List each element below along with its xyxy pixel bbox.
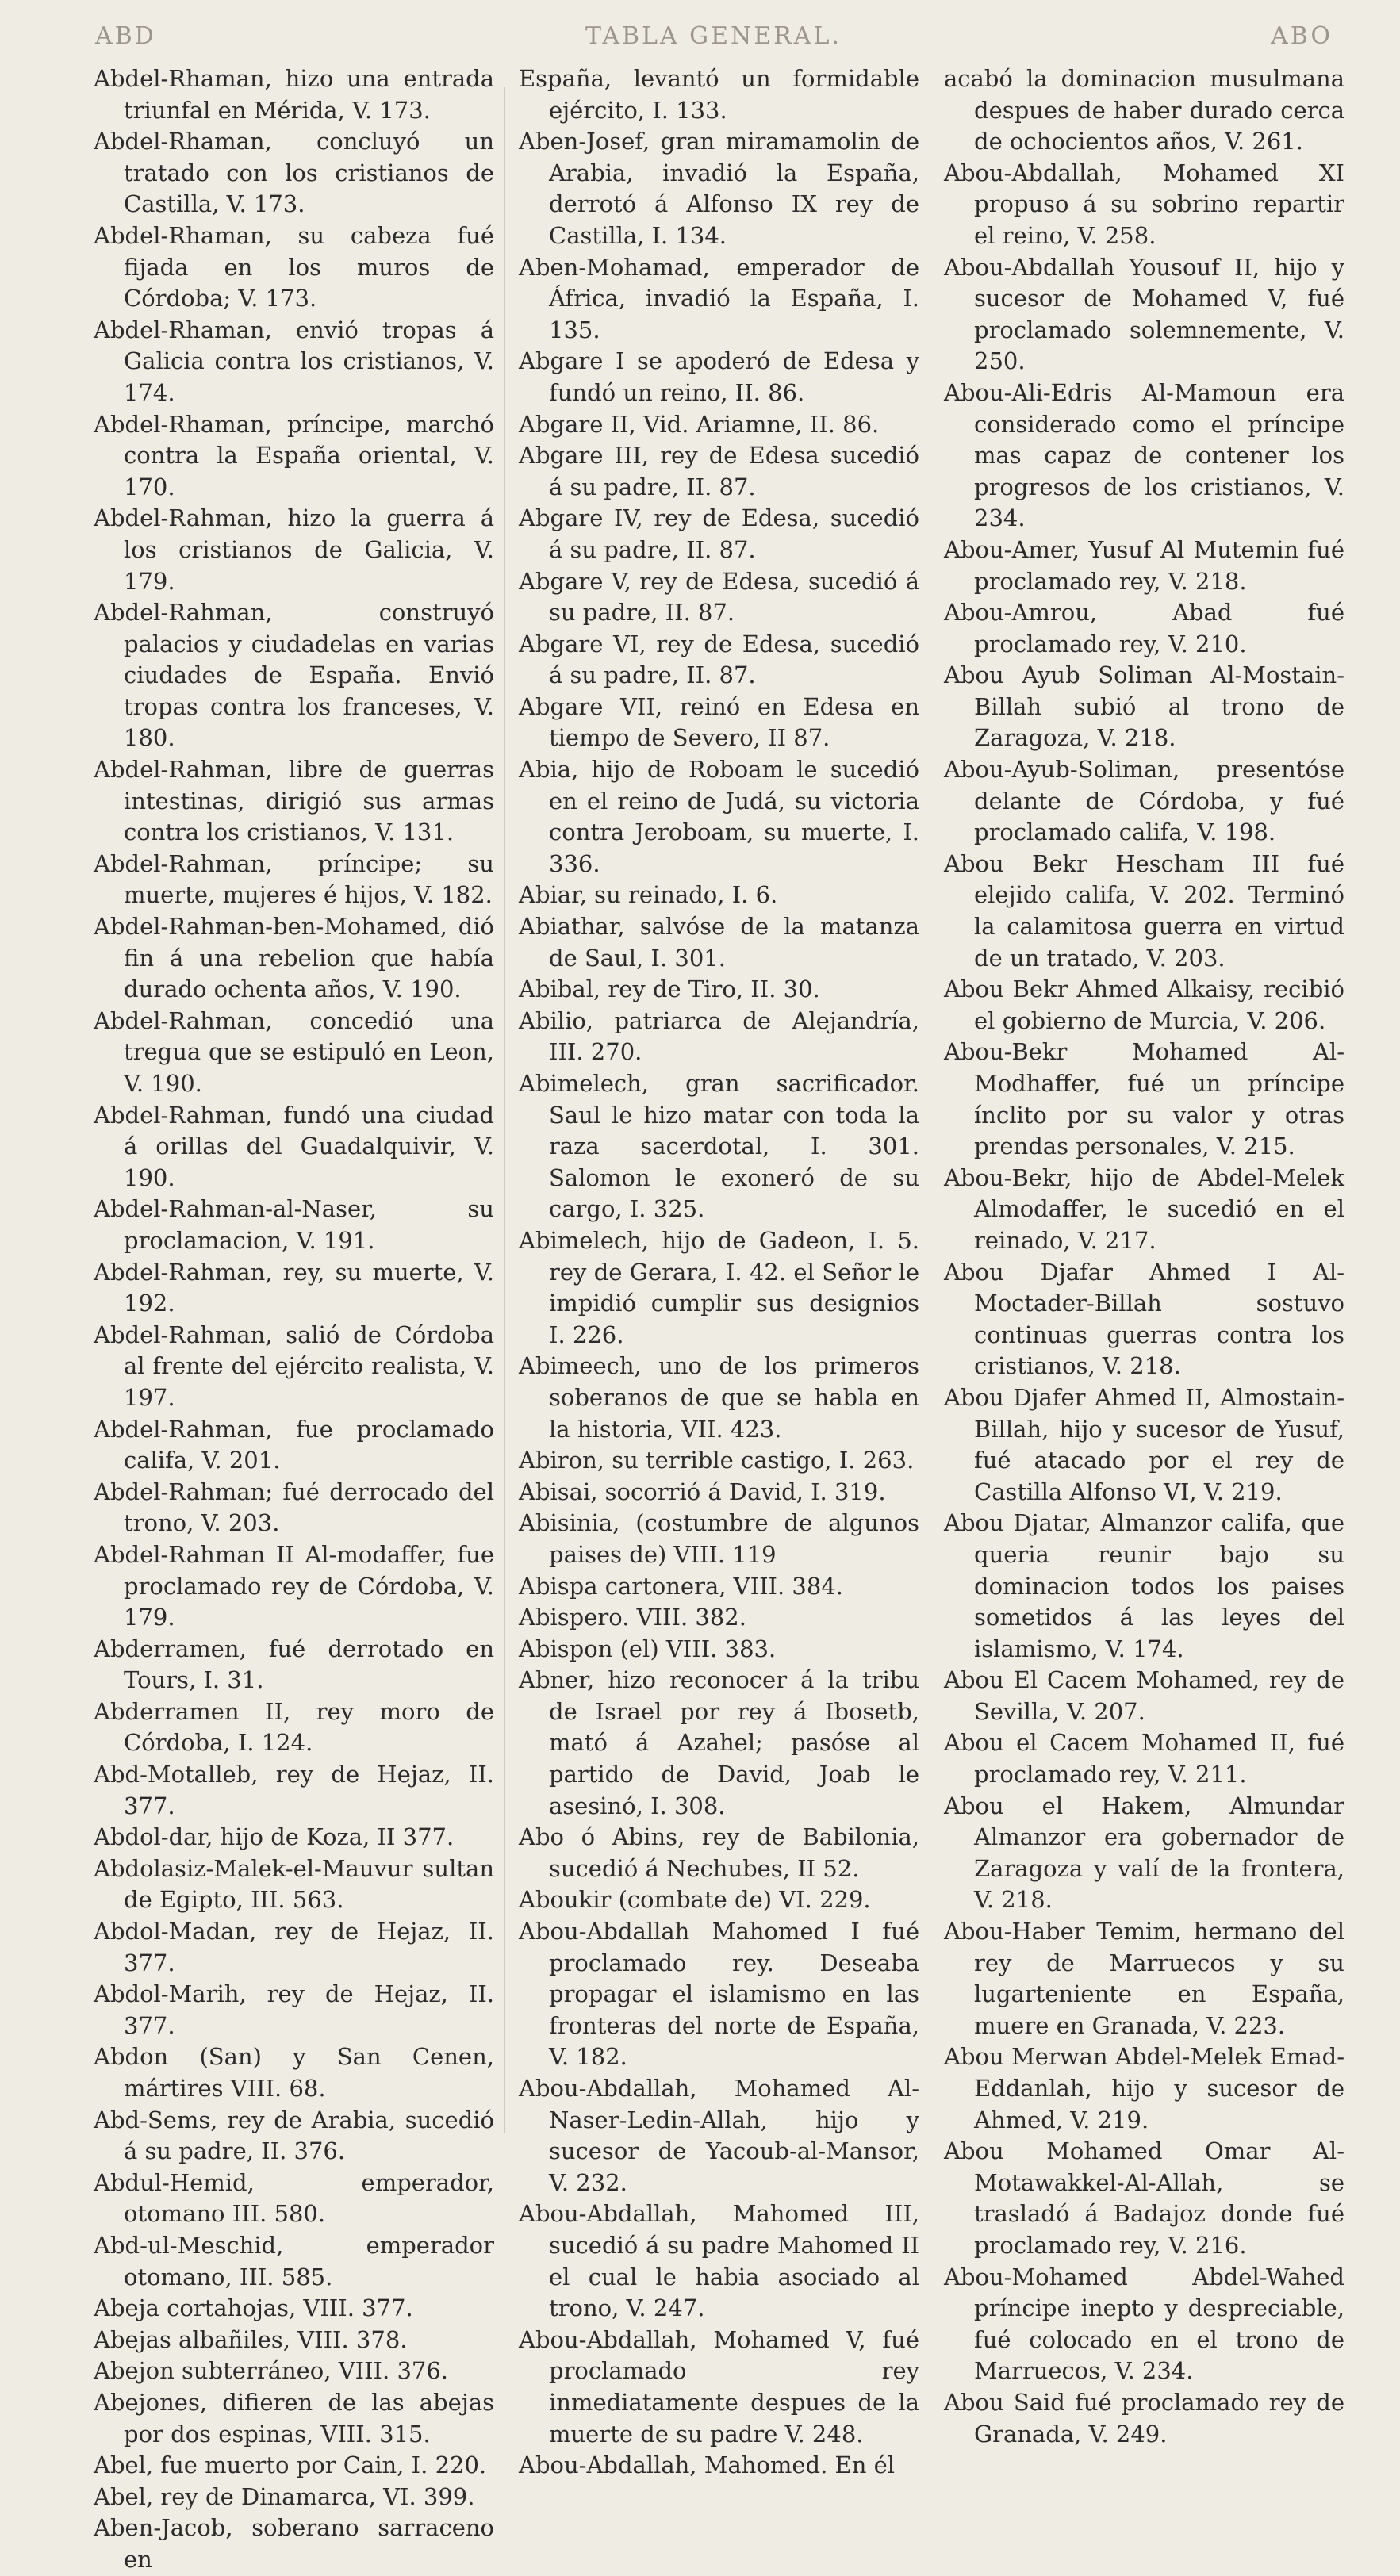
- index-entry: Abdol-Marih, rey de Hejaz, II. 377.: [94, 1980, 494, 2039]
- index-entry: Abd-Sems, rey de Arabia, sucedió á su padre, II. 376.: [94, 2106, 494, 2165]
- index-entry: Abibal, rey de Tiro, II. 30.: [519, 976, 820, 1003]
- index-entry: Abou-Ali-Edris Al-Mamoun era considerado como el príncipe mas capaz de contener los progresos de los cristianos, V. 234.: [944, 378, 1344, 532]
- index-entry: Abdol-dar, hijo de Koza, II 377.: [94, 1823, 455, 1851]
- index-entry: Abou El Cacem Mohamed, rey de Sevilla, V. 207.: [944, 1666, 1344, 1725]
- index-entry: Abou-Abdallah Yousouf II, hijo y sucesor de Mohamed V, fué proclamado solemnemente, V. 250.: [944, 253, 1344, 375]
- index-entry: Abdel-Rahman, hizo la guerra á los cristianos de Galicia, V. 179.: [94, 504, 494, 595]
- index-entry: Abd-Motalleb, rey de Hejaz, II. 377.: [94, 1761, 494, 1819]
- index-entry: Abd-ul-Meschid, emperador otomano, III. 585.: [94, 2231, 494, 2290]
- column-middle: [519, 63, 919, 2479]
- index-entry: Abiathar, salvóse de la matanza de Saul, I. 301.: [519, 913, 919, 972]
- index-entry: Abdul-Hemid, emperador, otomano III. 580.: [94, 2168, 494, 2228]
- index-entry: Abdolasiz-Malek-el-Mauvur sultan de Egipto, III. 563.: [94, 1854, 494, 1914]
- index-entry: Abou-Bekr, hijo de Abdel-Melek Almodaffer, le sucedió en el reinado, V. 217.: [944, 1163, 1344, 1254]
- index-entry: Abiron, su terrible castigo, I. 263.: [519, 1447, 915, 1474]
- index-entry: Abgare I se apoderó de Edesa y fundó un reino, II. 86.: [519, 347, 919, 406]
- index-entry: Abou Mohamed Omar Al-Motawakkel-Al-Allah, se trasladó á Badajoz donde fué proclamado rey, V. 216.: [944, 2137, 1344, 2259]
- index-entry: Abisai, socorrió á David, I. 319.: [519, 1478, 886, 1505]
- index-entry: Abimeech, uno de los primeros soberanos de que se habla en la historia, VII. 423.: [519, 1352, 919, 1443]
- index-entry: Abimelech, hijo de Gadeon, I. 5. rey de Gerara, I. 42. el Señor le impidió cumplir sus designios I. 226.: [519, 1226, 919, 1348]
- index-entry: Abgare V, rey de Edesa, sucedió á su padre, II. 87.: [519, 567, 919, 627]
- index-entry: Abgare VII, reinó en Edesa en tiempo de Severo, II 87.: [519, 692, 919, 752]
- index-entry: Abou Ayub Soliman Al-Mostain-Billah subió al trono de Zaragoza, V. 218.: [944, 661, 1344, 752]
- index-entry: Abimelech, gran sacrificador. Saul le hizo matar con toda la raza sacerdotal, I. 301. Salomon le exoneró de su cargo, I. 325.: [519, 1070, 919, 1223]
- index-entry: Abia, hijo de Roboam le sucedió en el reino de Judá, su victoria contra Jeroboam, su muerte, I. 336.: [519, 756, 919, 877]
- column-right: [944, 63, 1344, 2448]
- index-entry: Abou Said fué proclamado rey de Granada, V. 249.: [944, 2388, 1344, 2448]
- index-entry: Abdel-Rahman, príncipe; su muerte, mujeres é hijos, V. 182.: [94, 849, 494, 909]
- index-entry: Abdel-Rahman, libre de guerras intestinas, dirigió sus armas contra los cristianos, V. 131.: [94, 756, 494, 846]
- index-entry: Abgare VI, rey de Edesa, sucedió á su padre, II. 87.: [519, 630, 919, 689]
- index-entry: Abeja cortahojas, VIII. 377.: [94, 2294, 413, 2322]
- index-entry: Abdol-Madan, rey de Hejaz, II. 377.: [94, 1918, 494, 1976]
- header-right: ABO: [1271, 21, 1333, 50]
- index-entry: Abel, rey de Dinamarca, VI. 399.: [94, 2482, 475, 2510]
- index-entry: Abou Djafar Ahmed I Al-Moctader-Billah sostuvo continuas guerras contra los cristianos, V. 218.: [944, 1258, 1344, 1380]
- index-entry: Aben-Josef, gran miramamolin de Arabia, invadió la España, derrotó á Alfonso IX rey de Castilla, I. 134.: [519, 128, 919, 249]
- index-entry: Aben-Mohamad, emperador de África, invadió la España, I. 135.: [519, 253, 919, 343]
- index-entry: Abdel-Rhaman, príncipe, marchó contra la España oriental, V. 170.: [94, 410, 494, 500]
- index-entry: Abispa cartonera, VIII. 384.: [519, 1572, 843, 1600]
- index-entry: Abiar, su reinado, I. 6.: [519, 881, 778, 909]
- index-entry: Abdon (San) y San Cenen, mártires VIII. 68.: [94, 2043, 494, 2102]
- index-entry: Abou-Abdallah Mahomed I fué proclamado rey. Deseaba propagar el islamismo en las fronteras del norte de España, V. 182.: [519, 1918, 919, 2071]
- index-entry: Abou el Cacem Mohamed II, fué proclamado rey, V. 211.: [944, 1729, 1344, 1788]
- index-entry: Abou Djatar, Almanzor califa, que queria reunir bajo su dominacion todos los paises sometidos á las leyes del islamismo, V. 174.: [944, 1509, 1344, 1662]
- index-entry: Abo ó Abins, rey de Babilonia, sucedió á Nechubes, II 52.: [519, 1823, 919, 1882]
- index-entry: Abdel-Rahman-ben-Mohamed, dió fin á una rebelion que había durado ochenta años, V. 190.: [94, 913, 494, 1003]
- header-center: TABLA GENERAL.: [585, 21, 842, 50]
- index-entry: Abou Djafer Ahmed II, Almostain-Billah, hijo y sucesor de Yusuf, fué atacado por el rey de Castilla Alfonso VI, V. 219.: [944, 1383, 1344, 1505]
- index-entry: Abou-Abdallah, Mahomed III, sucedió á su padre Mahomed II el cual le habia asociado al trono, V. 247.: [519, 2200, 919, 2322]
- index-entry: Abejones, difieren de las abejas por dos espinas, VIII. 315.: [94, 2388, 494, 2448]
- index-entry: Abgare IV, rey de Edesa, sucedió á su padre, II. 87.: [519, 504, 919, 563]
- index-entry: Abgare II, Vid. Ariamne, II. 86.: [519, 410, 880, 438]
- index-entry: Abdel-Rhaman, envió tropas á Galicia contra los cristianos, V. 174.: [94, 316, 494, 406]
- index-entry: Abou-Ayub-Soliman, presentóse delante de Córdoba, y fué proclamado califa, V. 198.: [944, 756, 1344, 846]
- index-entry: acabó la dominacion musulmana despues de haber durado cerca de ochocientos años, V. 261.: [944, 65, 1344, 155]
- index-entry: Abdel-Rahman, construyó palacios y ciudadelas en varias ciudades de España. Envió tropas contra los franceses, V. 180.: [94, 599, 494, 752]
- index-entry: Abou-Haber Temim, hermano del rey de Marruecos y su lugarteniente en España, muere en Granada, V. 223.: [944, 1918, 1344, 2039]
- index-entry: Abdel-Rahman, fue proclamado califa, V. 201.: [94, 1415, 494, 1474]
- index-entry: Abdel-Rhaman, concluyó un tratado con los cristianos de Castilla, V. 173.: [94, 128, 494, 218]
- index-entry: Abel, fue muerto por Cain, I. 220.: [94, 2451, 487, 2479]
- index-entry: Abou-Mohamed Abdel-Wahed príncipe inepto y despreciable, fué colocado en el trono de Marruecos, V. 234.: [944, 2263, 1344, 2385]
- index-entry: Abdel-Rahman-al-Naser, su proclamacion, V. 191.: [94, 1195, 494, 1254]
- index-entry: Abdel-Rahman, fundó una ciudad á orillas del Guadalquivir, V. 190.: [94, 1101, 494, 1191]
- index-entry: Abdel-Rhaman, su cabeza fué fijada en los muros de Córdoba; V. 173.: [94, 221, 494, 312]
- running-header: [95, 16, 1333, 56]
- column-divider: [504, 87, 505, 2133]
- index-entry: Abou-Abdallah, Mahomed. En él: [519, 2451, 896, 2479]
- index-entry: Abispon (el) VIII. 383.: [519, 1635, 777, 1662]
- header-left: ABD: [95, 21, 156, 50]
- index-entry: Abou-Amrou, Abad fué proclamado rey, V. 210.: [944, 599, 1344, 657]
- index-entry: Abdel-Rahman, rey, su muerte, V. 192.: [94, 1258, 494, 1317]
- index-entry: Abou-Abdallah, Mohamed XI propuso á su sobrino repartir el reino, V. 258.: [944, 159, 1344, 249]
- index-entry: Abdel-Rahman, concedió una tregua que se estipuló en Leon, V. 190.: [94, 1006, 494, 1097]
- index-entry: Abou Bekr Hescham III fué elejido califa, V. 202. Terminó la calamitosa guerra en virtud de un tratado, V. 203.: [944, 849, 1344, 972]
- index-entry: Abdel-Rahman, salió de Córdoba al frente del ejército realista, V. 197.: [94, 1321, 494, 1411]
- index-entry: Abou el Hakem, Almundar Almanzor era gobernador de Zaragoza y valí de la frontera, V. 218.: [944, 1792, 1344, 1914]
- index-entry: Abejas albañiles, VIII. 378.: [94, 2325, 408, 2353]
- index-entry: Abou Bekr Ahmed Alkaisy, recibió el gobierno de Murcia, V. 206.: [944, 976, 1344, 1034]
- index-entry: Abdel-Rahman; fué derrocado del trono, V. 203.: [94, 1478, 494, 1537]
- index-entry: Abderramen II, rey moro de Córdoba, I. 124.: [94, 1697, 494, 1757]
- index-entry: Abejon subterráneo, VIII. 376.: [94, 2357, 449, 2385]
- index-entry: Abispero. VIII. 382.: [519, 1604, 746, 1631]
- index-entry: Abou Merwan Abdel-Melek Emad-Eddanlah, hijo y sucesor de Ahmed, V. 219.: [944, 2043, 1344, 2133]
- index-entry: Abou-Bekr Mohamed Al-Modhaffer, fué un príncipe ínclito por su valor y otras prendas personales, V. 215.: [944, 1038, 1344, 1160]
- index-entry: Abou-Amer, Yusuf Al Mutemin fué proclamado rey, V. 218.: [944, 535, 1344, 595]
- index-entry: Abisinia, (costumbre de algunos paises de) VIII. 119: [519, 1509, 919, 1568]
- index-entry: España, levantó un formidable ejército, I. 133.: [519, 65, 919, 124]
- index-entry: Abdel-Rhaman, hizo una entrada triunfal en Mérida, V. 173.: [94, 65, 494, 124]
- column-left: [94, 63, 494, 2573]
- index-entry: Abou-Abdallah, Mohamed V, fué proclamado rey inmediatamente despues de la muerte de su padre V. 248.: [519, 2325, 919, 2448]
- index-entry: Abou-Abdallah, Mohamed Al-Naser-Ledin-Allah, hijo y sucesor de Yacoub-al-Mansor, V. 232.: [519, 2075, 919, 2196]
- index-entry: Abgare III, rey de Edesa sucedió á su padre, II. 87.: [519, 442, 919, 500]
- index-entry: Abner, hizo reconocer á la tribu de Israel por rey á Ibosetb, mató á Azahel; pasóse al partido de David, Joab le asesinó, I. 308.: [519, 1666, 919, 1819]
- index-entry: Aboukir (combate de) VI. 229.: [519, 1886, 871, 1914]
- index-entry: Aben-Jacob, soberano sarraceno en: [94, 2514, 494, 2573]
- index-entry: Abilio, patriarca de Alejandría, III. 270.: [519, 1006, 919, 1066]
- index-entry: Abdel-Rahman II Al-modaffer, fue proclamado rey de Córdoba, V. 179.: [94, 1540, 494, 1631]
- index-entry: Abderramen, fué derrotado en Tours, I. 31.: [94, 1635, 494, 1694]
